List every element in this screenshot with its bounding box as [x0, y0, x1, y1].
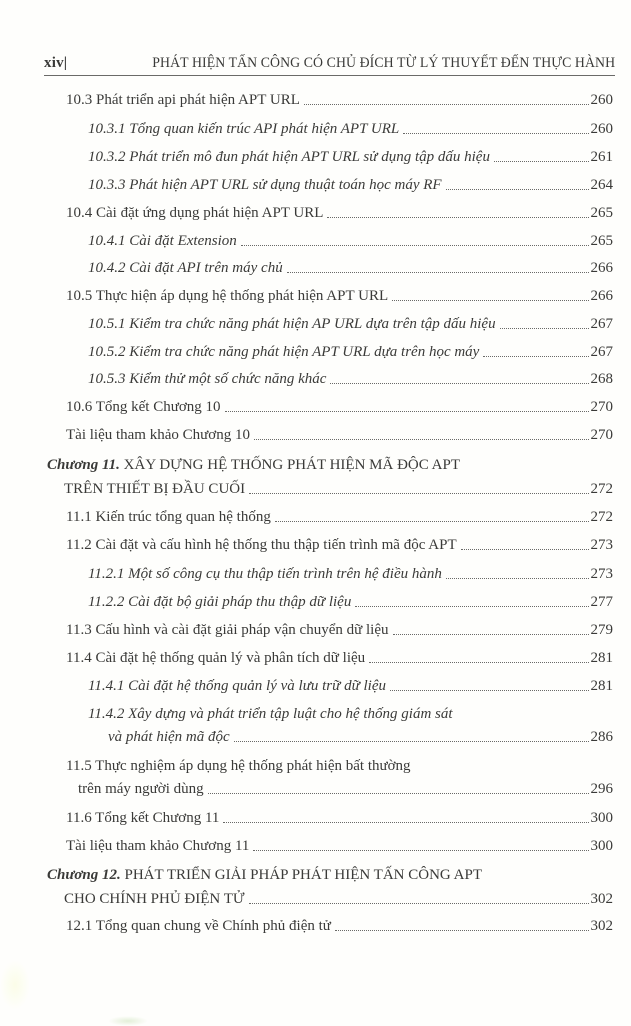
toc-entry-11-5[interactable]: 11.5 Thực nghiệm áp dụng hệ thống phát hiện bất thường [66, 758, 411, 774]
dot-leader [287, 271, 589, 273]
toc-entry-11-3[interactable] [66, 622, 613, 639]
toc-entry-page: 264 [590, 177, 613, 193]
toc-entry-label: 11.4 Cài đặt hệ thống quản lý và phân tích dữ liệu [66, 650, 366, 666]
chapter-title: XÂY DỰNG HỆ THỐNG PHÁT HIỆN MÃ ĐỘC APT [119, 457, 461, 473]
toc-entry-label: Tài liệu tham khảo Chương 10 [66, 427, 250, 443]
toc-entry-label: 11.2.2 Cài đặt bộ giải pháp thu thập dữ liệu [88, 594, 352, 610]
toc-entry-page: 302 [590, 918, 613, 934]
toc-entry-page: 272 [590, 509, 613, 525]
dot-leader [249, 492, 588, 494]
toc-entry-references-11[interactable] [66, 838, 613, 855]
toc-entry-page: 261 [590, 149, 613, 165]
toc-entry-10-4-1[interactable] [88, 233, 613, 250]
toc-entry-label: 11.4.1 Cài đặt hệ thống quản lý và lưu trữ dữ liệu [88, 678, 386, 694]
dot-leader [208, 792, 589, 794]
dot-leader [403, 132, 588, 134]
toc-entry-12-1[interactable] [66, 918, 613, 935]
page-number: xiv| [44, 55, 68, 71]
toc-entry-page: 267 [590, 316, 613, 332]
toc-entry-page: 279 [590, 622, 613, 638]
toc-entry-page: 300 [590, 810, 613, 826]
dot-leader [393, 633, 589, 635]
toc-entry-label: 11.1 Kiến trúc tổng quan hệ thống [66, 509, 271, 525]
toc-entry-page: 281 [590, 650, 613, 666]
toc-entry-10-3-1[interactable] [88, 121, 613, 138]
dot-leader [223, 821, 588, 823]
toc-entry-references-10[interactable] [66, 427, 613, 444]
dot-leader [225, 410, 589, 412]
toc-entry-label: 10.5.3 Kiểm thử một số chức năng khác [88, 371, 327, 387]
toc-entry-11-4[interactable] [66, 650, 613, 667]
dot-leader [253, 849, 588, 851]
dot-leader [275, 520, 589, 522]
page-smudge [0, 960, 30, 1010]
toc-entry-label: 10.6 Tổng kết Chương 10 [66, 399, 221, 415]
toc-entry-10-6[interactable] [66, 399, 613, 416]
toc-entry-label: 10.3.2 Phát triển mô đun phát hiện APT URL sử dụng tập dấu hiệu [88, 149, 490, 165]
toc-entry-label: trên máy người dùng [78, 781, 204, 797]
toc-entry-10-5-1[interactable] [88, 316, 613, 333]
toc-entry-10-5-3[interactable] [88, 371, 613, 388]
toc-entry-11-6[interactable] [66, 810, 613, 827]
chapter-title-cont: CHO CHÍNH PHỦ ĐIỆN TỬ [64, 891, 245, 907]
toc-entry-10-3-3[interactable] [88, 177, 613, 194]
chapter-11-heading[interactable] [47, 457, 460, 474]
chapter-12-heading[interactable] [47, 867, 482, 884]
dot-leader [241, 244, 589, 246]
toc-entry-page: 272 [590, 481, 613, 497]
toc-entry-page: 266 [590, 288, 613, 304]
dot-leader [446, 577, 589, 579]
dot-leader [304, 103, 589, 105]
chapter-title-cont: TRÊN THIẾT BỊ ĐẦU CUỐI [64, 481, 246, 497]
toc-entry-label: 11.3 Cấu hình và cài đặt giải pháp vận chuyển dữ liệu [66, 622, 389, 638]
toc-entry-10-5[interactable] [66, 288, 613, 305]
dot-leader [327, 216, 588, 218]
toc-entry-page: 281 [590, 678, 613, 694]
toc-entry-label: 10.3 Phát triển api phát hiện APT URL [66, 92, 300, 108]
toc-entry-11-2-1[interactable] [88, 566, 613, 583]
toc-entry-10-3[interactable] [66, 92, 613, 109]
toc-entry-label: 10.5 Thực hiện áp dụng hệ thống phát hiện APT URL [66, 288, 389, 304]
chapter-prefix: Chương 11. [47, 457, 120, 473]
toc-entry-label: và phát hiện mã độc [108, 729, 230, 745]
toc-entry-label: 10.4.2 Cài đặt API trên máy chủ [88, 260, 283, 276]
toc-entry-label: 10.5.2 Kiểm tra chức năng phát hiện APT URL dựa trên học máy [88, 344, 480, 360]
toc-entry-page: 260 [590, 121, 613, 137]
toc-entry-page: 268 [590, 371, 613, 387]
toc-entry-label: 11.2.1 Một số công cụ thu thập tiến trình trên hệ điều hành [88, 566, 442, 582]
toc-entry-label: 11.6 Tổng kết Chương 11 [66, 810, 220, 826]
dot-leader [494, 160, 589, 162]
dot-leader [390, 689, 589, 691]
dot-leader [369, 661, 588, 663]
toc-entry-label: 10.5.1 Kiểm tra chức năng phát hiện AP URL dựa trên tập dấu hiệu [88, 316, 496, 332]
toc-entry-label: 10.3.3 Phát hiện APT URL sử dụng thuật toán học máy RF [88, 177, 442, 193]
dot-leader [355, 605, 588, 607]
toc-entry-page: 265 [590, 233, 613, 249]
dot-leader [392, 299, 588, 301]
toc-entry-11-2-2[interactable] [88, 594, 613, 611]
toc-entry-page: 270 [590, 399, 613, 415]
toc-entry-11-2[interactable] [66, 537, 613, 554]
toc-entry-label: 11.2 Cài đặt và cấu hình hệ thống thu thập tiến trình mã độc APT [66, 537, 457, 553]
toc-entry-page: 270 [590, 427, 613, 443]
dot-leader [249, 902, 589, 904]
toc-entry-label: 10.4.1 Cài đặt Extension [88, 233, 237, 249]
toc-entry-11-1[interactable] [66, 509, 613, 526]
toc-entry-page: 273 [590, 537, 613, 553]
toc-entry-page: 300 [590, 838, 613, 854]
toc-entry-11-5-cont[interactable] [78, 781, 613, 798]
dot-leader [335, 929, 589, 931]
chapter-12-heading-cont[interactable] [64, 891, 613, 908]
toc-entry-page: 277 [590, 594, 613, 610]
dot-leader [500, 327, 589, 329]
dot-leader [461, 548, 589, 550]
toc-entry-page: 286 [590, 729, 613, 745]
toc-entry-10-4[interactable] [66, 205, 613, 222]
toc-entry-page: 273 [590, 566, 613, 582]
running-title: PHÁT HIỆN TẤN CÔNG CÓ CHỦ ĐÍCH TỪ LÝ THUYẾT ĐẾN THỰC HÀNH [152, 55, 615, 71]
toc-entry-10-4-2[interactable] [88, 260, 613, 277]
toc-entry-11-4-2-cont[interactable] [108, 729, 613, 746]
dot-leader [330, 382, 588, 384]
toc-entry-page: 302 [590, 891, 613, 907]
toc-entry-page: 296 [590, 781, 613, 797]
running-header [44, 52, 615, 76]
chapter-11-heading-cont[interactable] [64, 481, 613, 498]
toc-entry-page: 266 [590, 260, 613, 276]
toc-entry-label: 12.1 Tổng quan chung về Chính phủ điện tử [66, 918, 331, 934]
toc-entry-page: 260 [590, 92, 613, 108]
toc-entry-label: 10.3.1 Tổng quan kiến trúc API phát hiện APT URL [88, 121, 400, 137]
dot-leader [446, 188, 589, 190]
toc-entry-page: 265 [590, 205, 613, 221]
toc-entry-10-5-2[interactable] [88, 344, 613, 361]
dot-leader [483, 355, 588, 357]
toc-entry-10-3-2[interactable] [88, 149, 613, 166]
page-smudge [108, 1016, 148, 1026]
toc-entry-label: 10.4 Cài đặt ứng dụng phát hiện APT URL [66, 205, 324, 221]
toc-entry-11-4-1[interactable] [88, 678, 613, 695]
dot-leader [254, 438, 589, 440]
dot-leader [234, 740, 589, 742]
toc-entry-11-4-2[interactable]: 11.4.2 Xây dựng và phát triển tập luật cho hệ thống giám sát [88, 706, 453, 722]
toc-entry-page: 267 [590, 344, 613, 360]
chapter-prefix: Chương 12. [47, 867, 121, 883]
toc-entry-label: Tài liệu tham khảo Chương 11 [66, 838, 250, 854]
chapter-title: PHÁT TRIỂN GIẢI PHÁP PHÁT HIỆN TẤN CÔNG APT [120, 867, 483, 883]
